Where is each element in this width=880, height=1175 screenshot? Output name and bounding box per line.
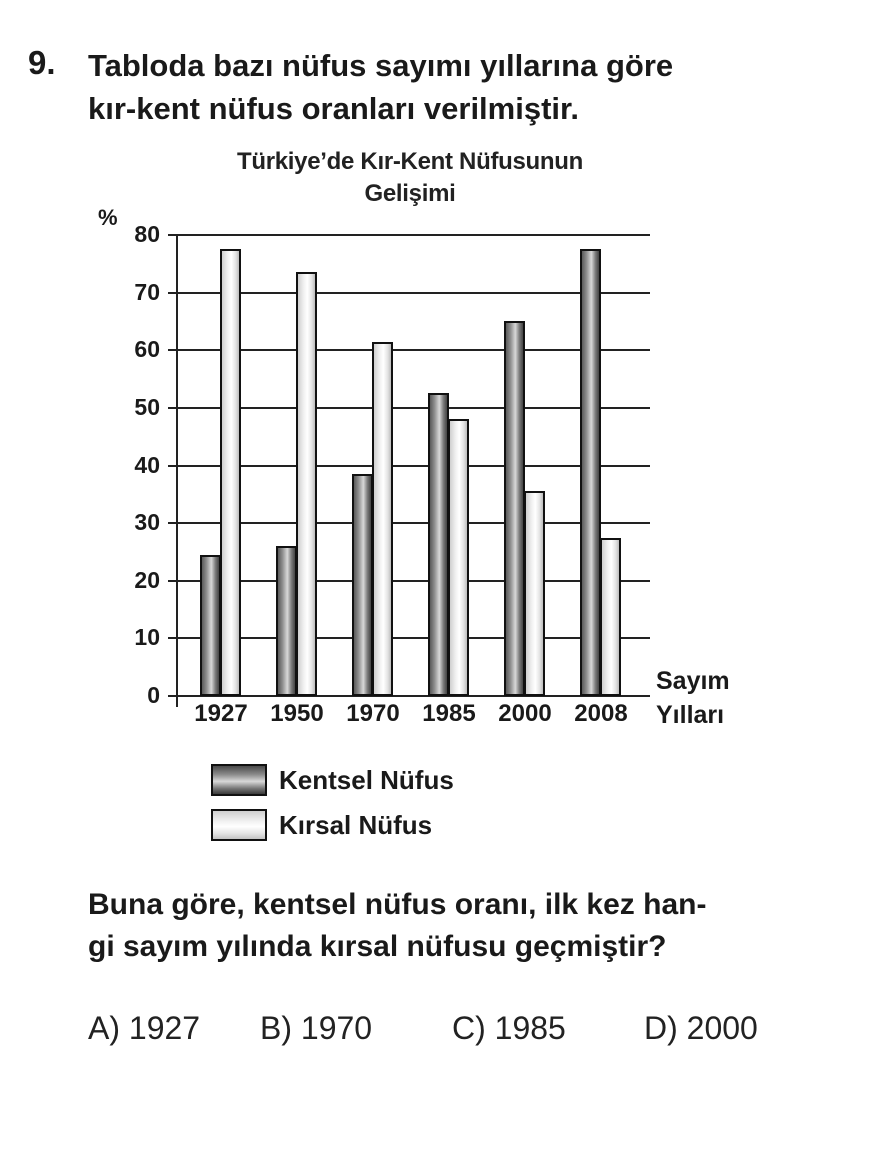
x-tick-label: 2008 [574, 700, 628, 727]
y-axis-unit: % [98, 205, 118, 230]
bar-rural-2008 [600, 538, 621, 696]
y-tick-label: 40 [134, 451, 160, 478]
y-tick-label: 0 [147, 682, 160, 708]
x-tick-label: 1950 [270, 700, 324, 727]
x-axis-label-line-2: Yılları [656, 701, 725, 729]
question-prompt [88, 44, 808, 130]
y-tick-label: 50 [134, 393, 160, 420]
prompt-line-2: kır-kent nüfus oranları verilmiştir. [88, 91, 579, 126]
bar-rural-1950 [296, 272, 317, 696]
x-axis-label-line-1: Sayım [656, 667, 730, 695]
option-c[interactable]: C) 1985 [452, 1010, 566, 1046]
bar-urban-1950 [276, 546, 297, 696]
option-a[interactable]: A) 1927 [88, 1010, 201, 1046]
y-axis-line [176, 235, 178, 707]
chart-title-line-2: Gelişimi [364, 180, 456, 207]
legend-item-urban [211, 763, 454, 797]
x-axis-label [656, 664, 730, 732]
chart-title [190, 146, 630, 210]
x-tick-label: 1985 [422, 700, 476, 727]
question-line-2: gi sayım yılında kırsal nüfusu geçmiştir? [88, 930, 667, 963]
y-tick-label: 70 [134, 278, 160, 305]
urban-swatch-icon [211, 764, 267, 796]
bar-urban-1927 [200, 555, 221, 696]
bar-rural-1927 [220, 249, 241, 696]
x-tick-label: 1927 [194, 700, 248, 727]
legend-label-urban: Kentsel Nüfus [279, 764, 454, 795]
bar-urban-1970 [352, 474, 373, 696]
bar-rural-1985 [448, 419, 469, 696]
bar-rural-1970 [372, 342, 393, 696]
chart-title-line-1: Türkiye’de Kır-Kent Nüfusunun [237, 148, 583, 175]
bar-urban-2000 [504, 321, 525, 696]
y-tick-label: 30 [134, 509, 160, 536]
bar-urban-2008 [580, 249, 601, 696]
question-line-1: Buna göre, kentsel nüfus oranı, ilk kez han- [88, 888, 707, 921]
prompt-line-1: Tabloda bazı nüfus sayımı yıllarına göre [88, 48, 674, 83]
gridline [168, 234, 650, 236]
y-tick-label: 60 [134, 336, 160, 363]
option-b[interactable]: B) 1970 [260, 1010, 373, 1046]
y-tick-label: 20 [134, 566, 160, 593]
legend-item-rural [211, 808, 432, 842]
bar-rural-2000 [524, 491, 545, 696]
x-tick-label: 1970 [346, 700, 400, 727]
option-d[interactable]: D) 2000 [644, 1010, 758, 1046]
bar-urban-1985 [428, 393, 449, 696]
question-text [88, 884, 808, 968]
question-number: 9. [28, 44, 56, 81]
y-tick-label: 10 [134, 624, 160, 651]
legend-label-rural: Kırsal Nüfus [279, 809, 433, 840]
x-tick-label: 2000 [498, 700, 552, 727]
y-tick-label: 80 [134, 221, 160, 247]
rural-swatch-icon [211, 809, 267, 841]
